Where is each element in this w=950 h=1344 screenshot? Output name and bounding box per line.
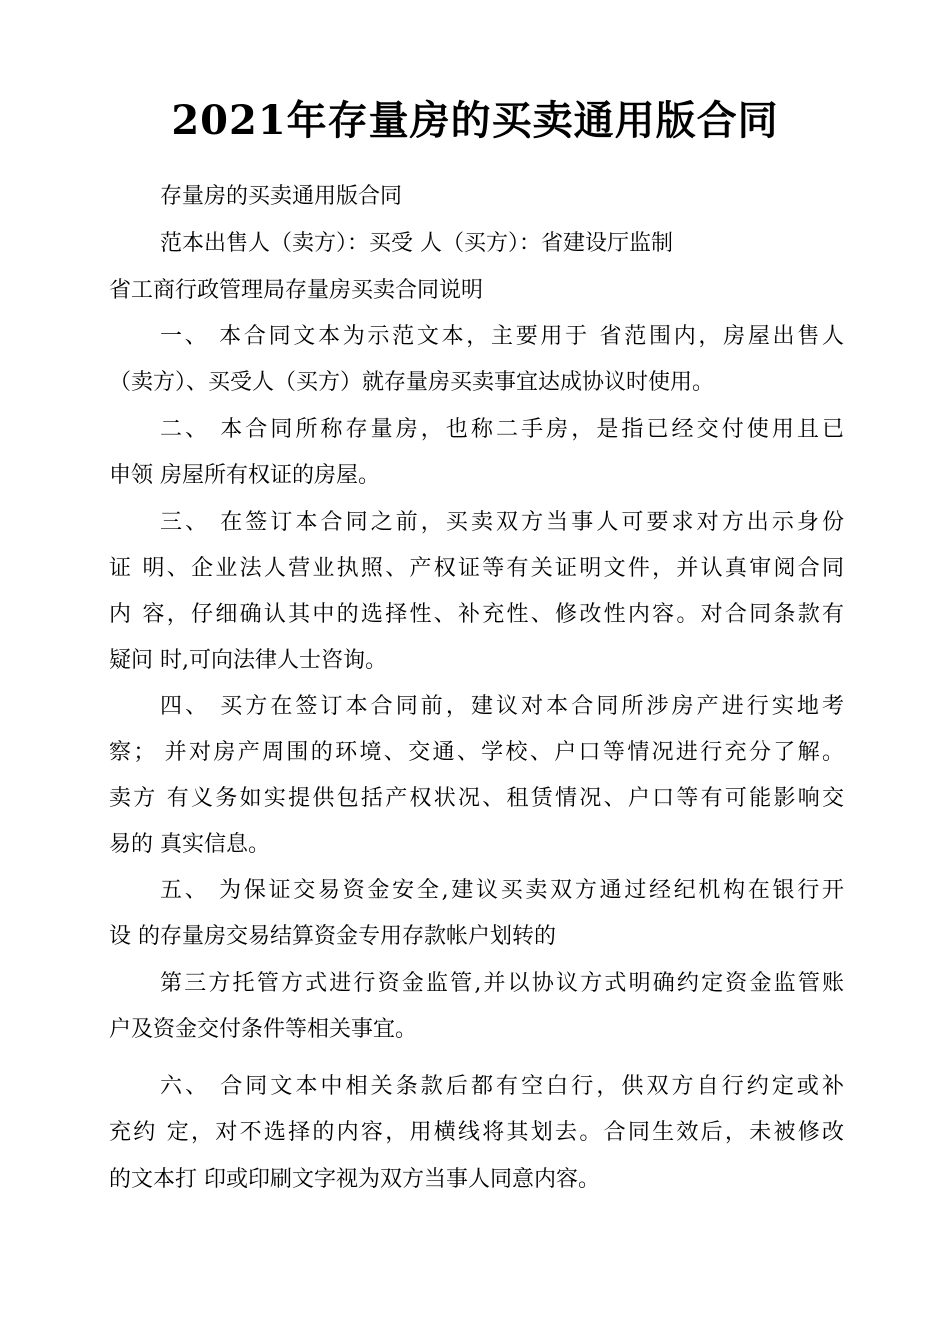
paragraph-line: 三、 在签订本合同之前，买卖双方当事人可要求对方出示身份 — [160, 510, 844, 535]
paragraph-line: 充约 定，对不选择的内容，用横线将其划去。合同生效后，未被修改 — [109, 1120, 844, 1145]
paragraph-line: 疑问 时,可向法律人士咨询。 — [109, 648, 387, 673]
paragraph-line: 证 明、企业法人营业执照、产权证等有关证明文件，并认真审阅合同 — [109, 556, 844, 581]
paragraph-line: 内 容，仔细确认其中的选择性、补充性、修改性内容。对合同条款有 — [109, 602, 844, 627]
document-title: 2021年存量房的买卖通用版合同 — [171, 97, 779, 144]
paragraph-line: （卖方）、买受人（买方）就存量房买卖事宜达成协议时使用。 — [109, 370, 715, 395]
paragraph-line: 六、 合同文本中相关条款后都有空白行，供双方自行约定或补 — [160, 1074, 844, 1099]
paragraph-line: 的文本打 印或印刷文字视为双方当事人同意内容。 — [109, 1167, 600, 1192]
paragraph-line: 卖方 有义务如实提供包括产权状况、租赁情况、户口等有可能影响交 — [109, 786, 844, 811]
paragraph-line: 范本出售人（卖方）：买受 人（买方）：省建设厅监制 — [160, 231, 673, 256]
paragraph-line: 易的 真实信息。 — [109, 832, 270, 857]
paragraph-line: 一、 本合同文本为示范文本，主要用于 省范围内，房屋出售人 — [160, 324, 844, 349]
paragraph-line: 申领 房屋所有权证的房屋。 — [109, 463, 380, 488]
paragraph-line: 省工商行政管理局存量房买卖合同说明 — [109, 278, 484, 303]
paragraph-line: 察； 并对房产周围的环境、交通、学校、户口等情况进行充分了解。 — [109, 740, 844, 765]
paragraph-line: 存量房的买卖通用版合同 — [160, 184, 403, 209]
paragraph-line: 五、 为保证交易资金安全,建议买卖双方通过经纪机构在银行开 — [160, 878, 844, 903]
paragraph-line: 第三方托管方式进行资金监管,并以协议方式明确约定资金监管账 — [160, 971, 844, 996]
paragraph-line: 设 的存量房交易结算资金专用存款帐户划转的 — [109, 924, 556, 949]
paragraph-line: 四、 买方在签订本合同前，建议对本合同所涉房产进行实地考 — [160, 694, 844, 719]
paragraph-line: 户及资金交付条件等相关事宜。 — [109, 1017, 418, 1042]
paragraph-line: 二、 本合同所称存量房，也称二手房，是指已经交付使用且已 — [160, 417, 844, 442]
